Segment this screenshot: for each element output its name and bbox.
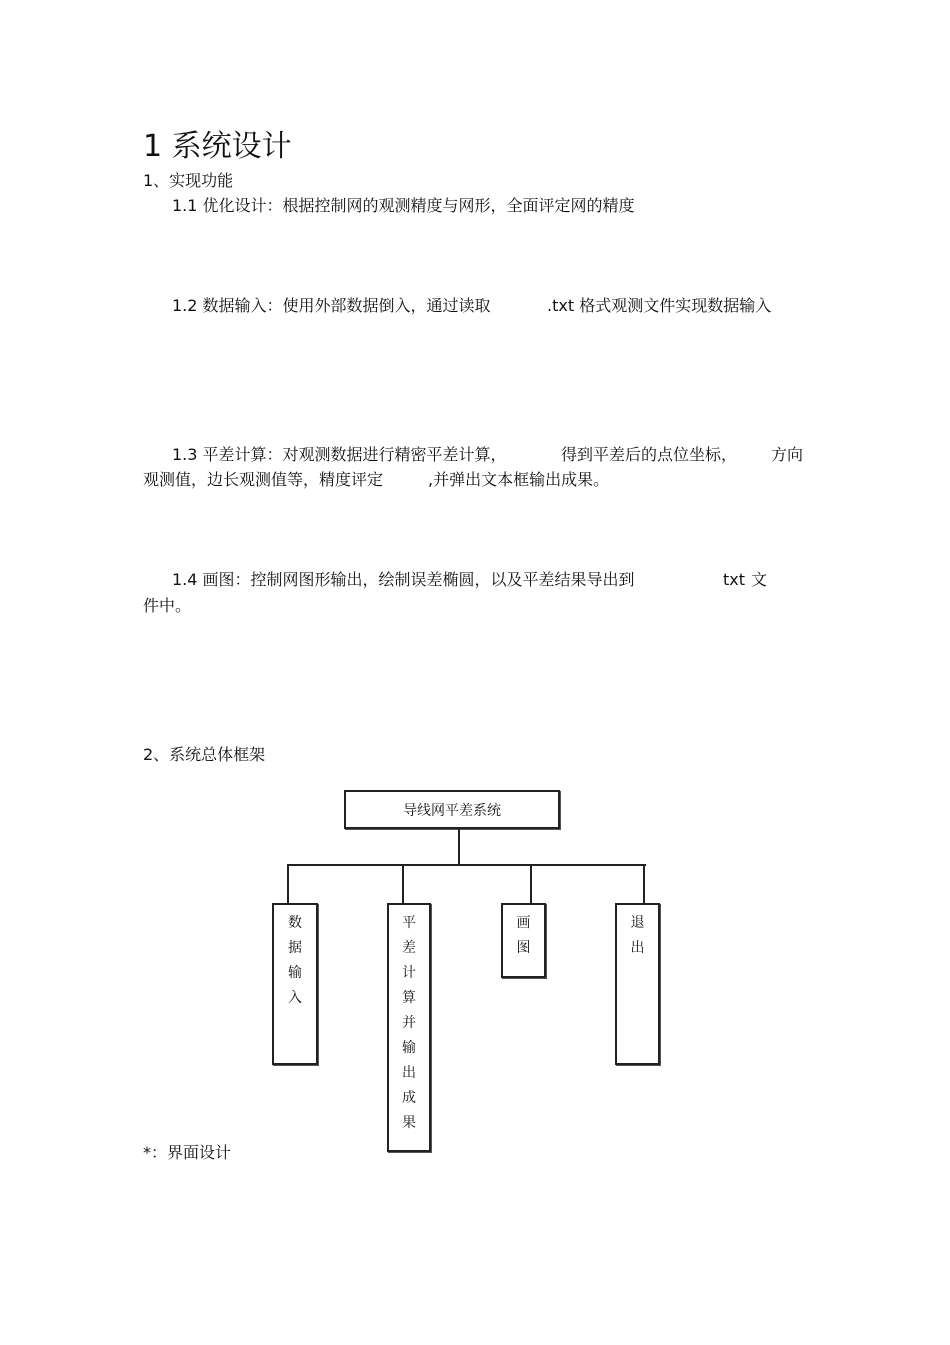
item-1-3-line1-part2: 得到平差后的点位坐标， xyxy=(561,445,738,464)
diagram-branch-label-exit: 退 出 xyxy=(630,915,645,956)
item-1-4-line2: 件中。 xyxy=(143,596,192,615)
diagram-branch-box-drawing xyxy=(501,903,546,978)
diagram-branch-connector-1 xyxy=(287,865,289,904)
item-1-2-text-part2: .txt 格式观测文件实现数据输入 xyxy=(547,296,772,315)
diagram-horizontal-bus xyxy=(287,864,646,866)
section-1-heading: 1、实现功能 xyxy=(143,171,234,190)
diagram-branch-connector-2 xyxy=(402,865,404,904)
page-title: 1 系统设计 xyxy=(143,129,292,164)
item-1-3-line2-part1: 观测值，边长观测值等，精度评定 xyxy=(143,470,384,489)
item-1-2-text-part1: 1.2 数据输入：使用外部数据倒入，通过读取 xyxy=(172,296,491,315)
diagram-branch-label-data-input: 数 据 输 入 xyxy=(288,915,302,1006)
item-1-1-text: 1.1 优化设计：根据控制网的观测精度与网形，全面评定网的精度 xyxy=(172,196,635,215)
diagram-root-connector xyxy=(458,829,460,865)
footer-note: *：界面设计 xyxy=(143,1143,232,1162)
diagram-root-box xyxy=(344,790,560,829)
diagram-root-label: 导线网平差系统 xyxy=(403,802,501,819)
diagram-branch-connector-4 xyxy=(643,865,645,904)
item-1-4-line1-part3: 文 xyxy=(751,570,768,589)
diagram-branch-box-adjustment xyxy=(387,903,431,1152)
diagram-branch-box-exit xyxy=(615,903,660,1065)
item-1-3-line1-part1: 1.3 平差计算：对观测数据进行精密平差计算， xyxy=(172,445,507,464)
item-1-3-line1-part3: 方向 xyxy=(771,445,804,464)
item-1-4-line1-part2: txt xyxy=(723,570,746,589)
section-2-heading: 2、系统总体框架 xyxy=(143,745,266,764)
diagram-branch-label-adjustment: 平 差 计 算 并 输 出 成 果 xyxy=(402,915,416,1131)
item-1-3-line2-part2: ,并弹出文本框输出成果。 xyxy=(428,470,610,489)
diagram-branch-label-drawing: 画 图 xyxy=(516,915,531,956)
diagram-branch-box-data-input xyxy=(272,903,318,1065)
item-1-4-line1-part1: 1.4 画图：控制网图形输出，绘制误差椭圆，以及平差结果导出到 xyxy=(172,570,635,589)
diagram-branch-connector-3 xyxy=(530,865,532,904)
